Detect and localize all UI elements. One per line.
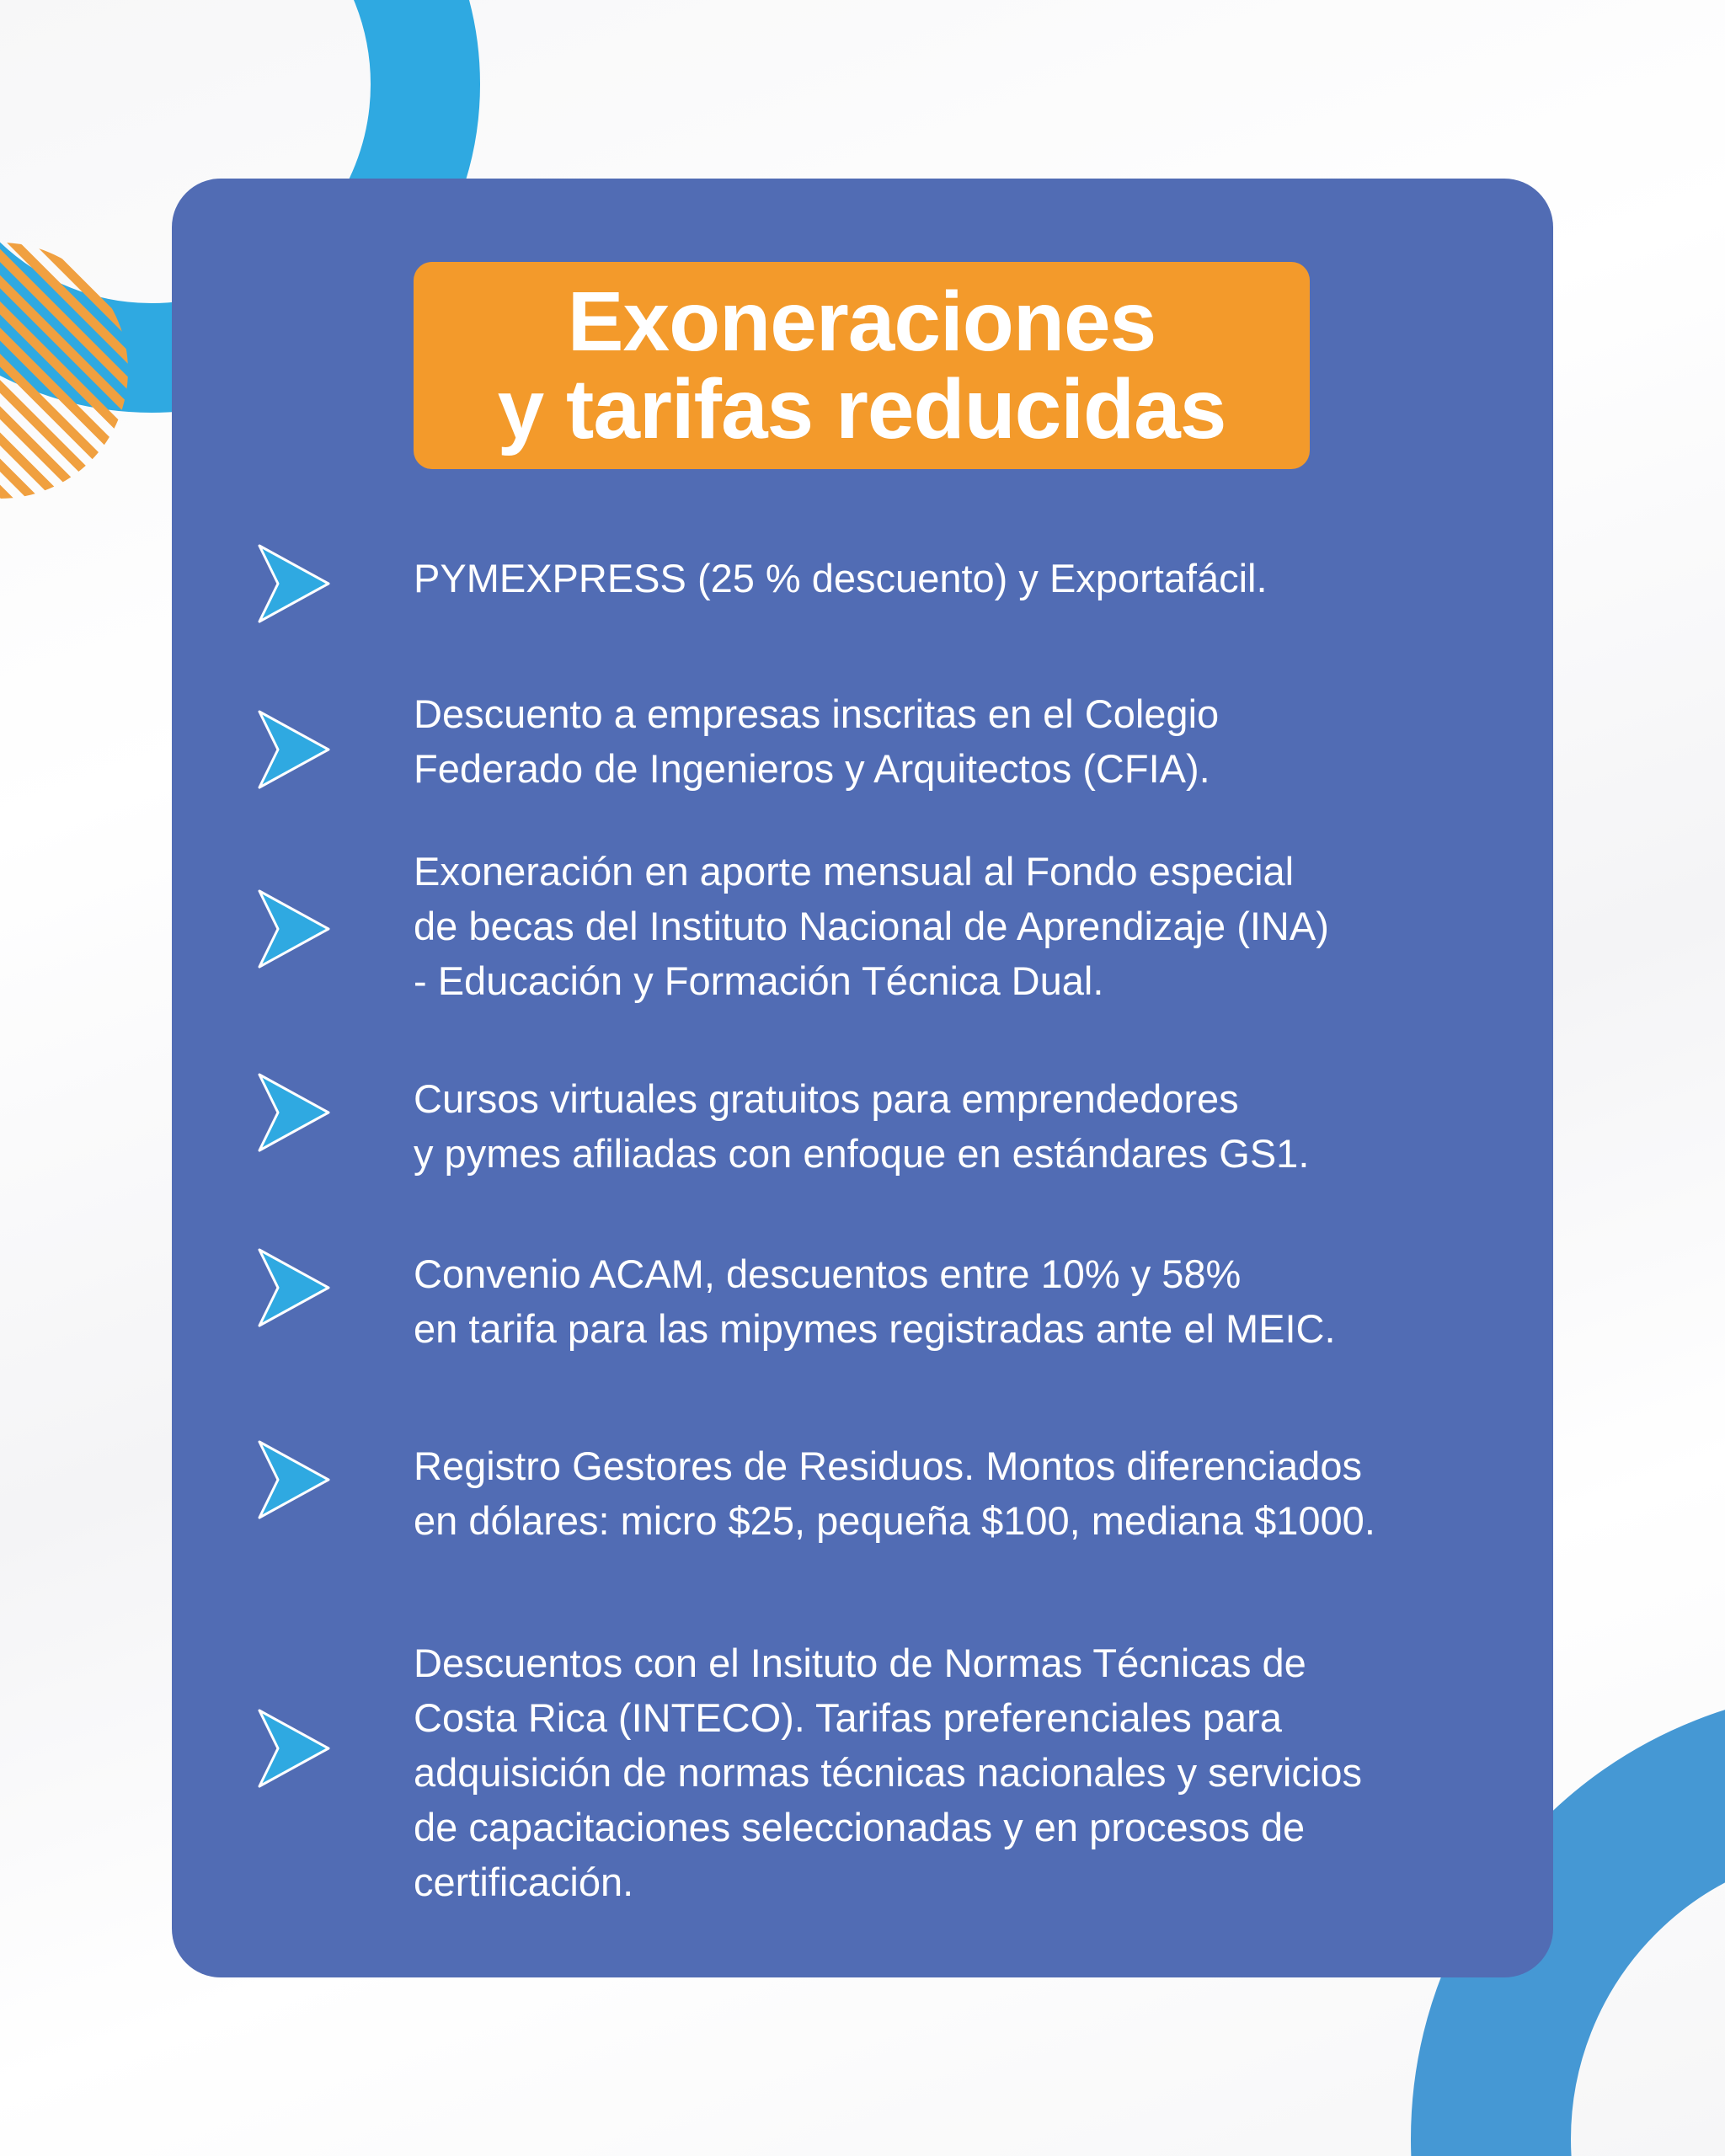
- text-line: Descuento a empresas inscritas en el Colegio: [414, 691, 1220, 736]
- text-line: - Educación y Formación Técnica Dual.: [414, 958, 1104, 1003]
- title-banner: [414, 262, 1310, 469]
- text-line: de becas del Instituto Nacional de Aprendizaje (INA): [414, 904, 1329, 948]
- text-line: Exoneración en aporte mensual al Fondo especial: [414, 849, 1295, 894]
- text-line: PYMEXPRESS (25 % descuento) y Exportafácil.: [414, 556, 1268, 600]
- list-item-text: [414, 1438, 1525, 1548]
- text-line: Cursos virtuales gratuitos para emprendedores: [414, 1076, 1239, 1121]
- list-item-text: [414, 1636, 1525, 1909]
- list-item-text: [414, 686, 1525, 796]
- chevron-right-icon: [256, 1071, 332, 1154]
- text-line: Convenio ACAM, descuentos entre 10% y 58%: [414, 1251, 1242, 1296]
- text-line: Costa Rica (INTECO). Tarifas preferenciales para: [414, 1695, 1282, 1740]
- title-line-2: y tarifas reducidas: [497, 362, 1226, 456]
- chevron-right-icon: [256, 542, 332, 625]
- text-line: Descuentos con el Insituto de Normas Técnicas de: [414, 1641, 1306, 1685]
- list-item-text: [414, 1071, 1525, 1181]
- striped-circle: [0, 236, 135, 505]
- text-line: en dólares: micro $25, pequeña $100, mediana $1000.: [414, 1498, 1375, 1543]
- text-line: y pymes afiliadas con enfoque en estándares GS1.: [414, 1131, 1310, 1176]
- list-item-text: [414, 551, 1525, 606]
- text-line: de capacitaciones seleccionadas y en procesos de: [414, 1805, 1306, 1849]
- text-line: en tarifa para las mipymes registradas ante el MEIC.: [414, 1306, 1336, 1351]
- chevron-right-icon: [256, 1246, 332, 1329]
- text-line: adquisición de normas técnicas nacionales y servicios: [414, 1750, 1362, 1795]
- text-line: certificación.: [414, 1860, 634, 1904]
- chevron-right-icon: [256, 1438, 332, 1521]
- content-panel: [172, 179, 1553, 1977]
- chevron-right-icon: [256, 1707, 332, 1790]
- list-item-text: [414, 1246, 1525, 1356]
- chevron-right-icon: [256, 888, 332, 970]
- title-line-1: Exoneraciones: [567, 275, 1156, 369]
- list-item-text: [414, 844, 1525, 1008]
- chevron-right-icon: [256, 708, 332, 791]
- text-line: Registro Gestores de Residuos. Montos diferenciados: [414, 1444, 1362, 1488]
- text-line: Federado de Ingenieros y Arquitectos (CFIA).: [414, 746, 1210, 791]
